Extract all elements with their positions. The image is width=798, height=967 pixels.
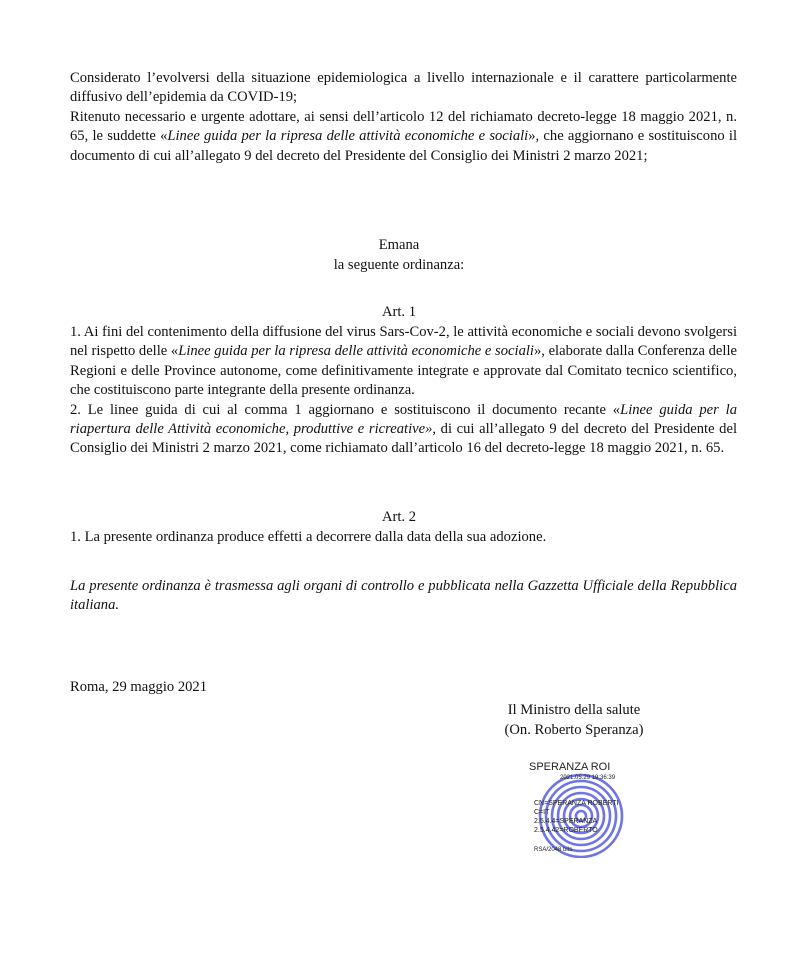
- art-1-comma-1: [70, 323, 737, 401]
- stamp-cn: CN=SPERANZA ROBERTI: [534, 800, 619, 807]
- emana-heading: Emana: [378, 237, 420, 253]
- stamp-algorithm: RSA/2048 bits: [534, 847, 573, 853]
- art-2-comma-1: 1. La presente ordinanza produce effetti a decorrere dalla data della sua adozione.: [70, 529, 547, 545]
- place-date: Roma, 29 maggio 2021: [70, 679, 208, 695]
- stamp-country: C=IT: [534, 809, 550, 816]
- ordinanza-subheading: la seguente ordinanza:: [333, 257, 465, 273]
- art-1-title: Art. 1: [381, 304, 417, 320]
- stamp-surname: 2.5.4.4=SPERANZA: [534, 818, 598, 825]
- stamp-title: SPERANZA ROI: [529, 761, 611, 773]
- art-1-c1-text-b: », elaborate dalla Conferenza delle Regioni e delle Province autonome, come definitivamente integrate e approvate dal Comitato tecnico scientifico, che costituiscono parte integrante della presente ordinanza.: [70, 343, 737, 399]
- art-1-c2-text-b: di cui all’allegato 9 del decreto del Presidente del Consiglio dei Ministri 2 marzo 2021, come richiamato dall’articolo 16 del decreto-legge 18 maggio 2021, n. 65.: [70, 421, 738, 457]
- art-1-comma-2: [70, 401, 737, 459]
- art-1-c1-text-a: 1. Ai fini del contenimento della diffusione del virus Sars-Cov-2, le attività economiche e sociali devono svolgersi nel rispetto delle «: [70, 324, 737, 360]
- intro-p2-text-a: Ritenuto necessario e urgente adottare, ai sensi dell’articolo 12 del richiamato decreto-legge 18 maggio 2021, n. 65, le suddette «: [70, 108, 737, 145]
- intro-p2-text-b: », che aggiornano e sostituiscono il documento di cui all’allegato 9 del decreto del Presidente del Consiglio dei Ministri 2 marzo 2021;: [70, 128, 738, 164]
- stamp-given-name: 2.5.4.42=ROBERTO: [534, 827, 598, 834]
- art-1-c1-italic-title: Linee guida per la ripresa delle attività economiche e sociali: [178, 343, 534, 360]
- signature-role: Il Ministro della salute: [507, 702, 641, 718]
- signature-name: (On. Roberto Speranza): [504, 722, 644, 738]
- art-2-title: Art. 2: [381, 509, 417, 525]
- art-1-c2-italic-title: Linee guida per la riapertura delle Attività economiche, produttive e ricreative»,: [70, 401, 738, 438]
- signature-seal-icon: [526, 758, 636, 858]
- intro-paragraph-2: [70, 108, 737, 166]
- intro-p2-italic-title: Linee guida per la ripresa delle attività economiche e sociali: [167, 128, 529, 145]
- digital-signature-stamp: [526, 758, 636, 858]
- closing-statement: La presente ordinanza è trasmessa agli organi di controllo e pubblicata nella Gazzetta Ufficiale della Repubblica italiana.: [70, 578, 737, 614]
- intro-section: [70, 69, 737, 166]
- intro-paragraph-1: Considerato l’evolversi della situazione epidemiologica a livello internazionale e il carattere particolarmente diffusivo dell’epidemia da COVID-19;: [70, 70, 737, 106]
- art-1-c2-text-a: 2. Le linee guida di cui al comma 1 aggiornano e sostituiscono il documento recante «: [70, 401, 621, 418]
- art-1-body: [70, 323, 737, 459]
- stamp-timestamp: 2021.05.29 19:36:39: [560, 775, 616, 781]
